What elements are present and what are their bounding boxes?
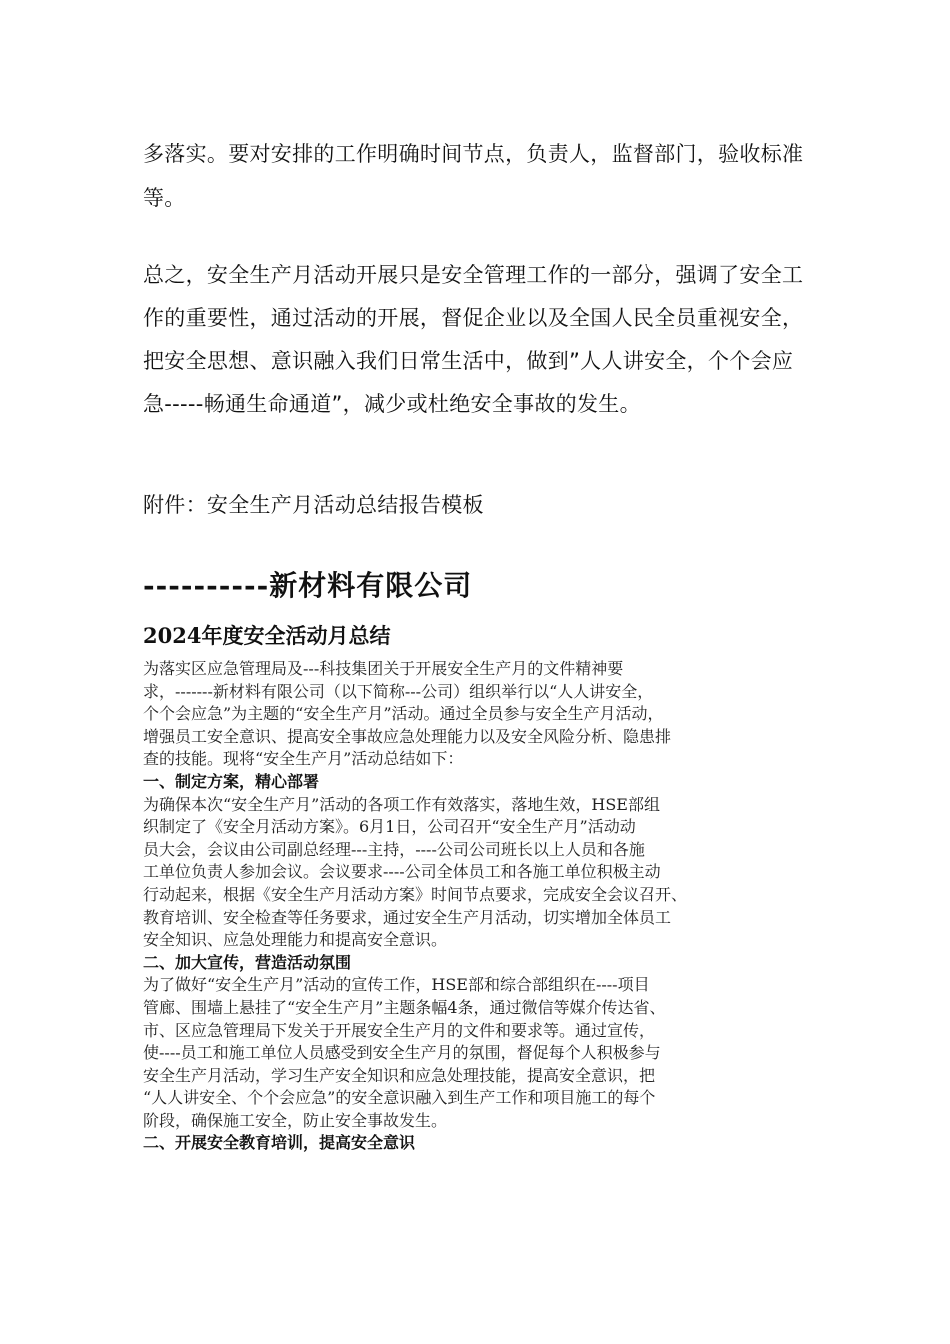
body-text-line: 为落实区应急管理局及---科技集团关于开展安全生产月的文件精神要 — [143, 659, 624, 678]
body-text-line: 安全知识、应急处理能力和提高安全意识。 — [143, 930, 448, 950]
company-name-heading: ----------新材料有限公司 — [143, 569, 473, 602]
body-text-line: 查的技能。现将“安全生产月”活动总结如下： — [143, 749, 464, 769]
text-line: 多落实。要对安排的工作明确时间节点，负责人，监督部门，验收标准 — [143, 142, 804, 166]
body-text-line: 教育培训、安全检查等任务要求，通过安全生产月活动，切实增加全体员工 — [143, 907, 672, 927]
section-heading: 二、加大宣传，营造活动氛围 — [143, 952, 352, 972]
report-title: 2024年度安全活动月总结 — [143, 623, 391, 648]
paragraph-conclusion — [143, 254, 823, 426]
text-line: 把安全思想、意识融入我们日常生活中，做到”人人讲安全，个个会应 — [143, 349, 794, 373]
section-heading: 二、开展安全教育培训，提高安全意识 — [143, 1133, 416, 1153]
body-text-line: 员大会，会议由公司副总经理---主持，----公司公司班长以上人员和各施 — [143, 839, 645, 859]
paragraph-implementation — [143, 132, 823, 220]
body-text-line: “人人讲安全、个个会应急”的安全意识融入到生产工作和项目施工的每个 — [143, 1088, 656, 1108]
section-heading: 一、制定方案，精心部署 — [143, 771, 320, 791]
body-text-line: 增强员工安全意识、提高安全事故应急处理能力以及安全风险分析、隐患排 — [143, 726, 672, 746]
body-text-line: 管廊、围墙上悬挂了“安全生产月”主题条幅4条，通过微信等媒介传达省、 — [143, 997, 666, 1017]
body-text-line: 织制定了《安全月活动方案》。6月1日，公司召开“安全生产月”活动动 — [143, 817, 636, 837]
body-text-line: 行动起来，根据《安全生产月活动方案》时间节点要求，完成安全会议召开、 — [143, 884, 688, 904]
body-text-line: 使----员工和施工单位人员感受到安全生产月的氛围，督促每个人积极参与 — [143, 1043, 661, 1063]
body-text-line: 安全生产月活动，学习生产安全知识和应急处理技能，提高安全意识，把 — [143, 1065, 656, 1085]
body-text-line: 工单位负责人参加会议。会议要求----公司全体员工和各施工单位积极主动 — [143, 862, 661, 882]
body-text-line: 为确保本次“安全生产月”活动的各项工作有效落实，落地生效，HSE部组 — [143, 794, 660, 814]
body-text-line: 为了做好“安全生产月”活动的宣传工作，HSE部和综合部组织在----项目 — [143, 975, 650, 995]
text-line: 等。 — [143, 186, 186, 210]
attachment-text: 附件：安全生产月活动总结报告模板 — [143, 493, 484, 517]
attachment-note — [143, 486, 823, 524]
text-line: 急-----畅通生命通道”，减少或杜绝安全事故的发生。 — [143, 392, 641, 416]
report-body — [143, 658, 823, 1155]
body-text-line: 求，-------新材料有限公司（以下简称---公司）组织举行以“人人讲安全， — [143, 681, 654, 701]
body-text-line: 个个会应急”为主题的“安全生产月”活动。通过全员参与安全生产月活动， — [143, 704, 664, 724]
text-line: 作的重要性，通过活动的开展，督促企业以及全国人民全员重视安全， — [143, 306, 804, 330]
body-text-line: 阶段，确保施工安全，防止安全事故发生。 — [143, 1110, 448, 1130]
body-text-line: 市、区应急管理局下发关于开展安全生产月的文件和要求等。通过宣传， — [143, 1020, 656, 1040]
text-line: 总之，安全生产月活动开展只是安全管理工作的一部分，强调了安全工 — [143, 263, 804, 287]
